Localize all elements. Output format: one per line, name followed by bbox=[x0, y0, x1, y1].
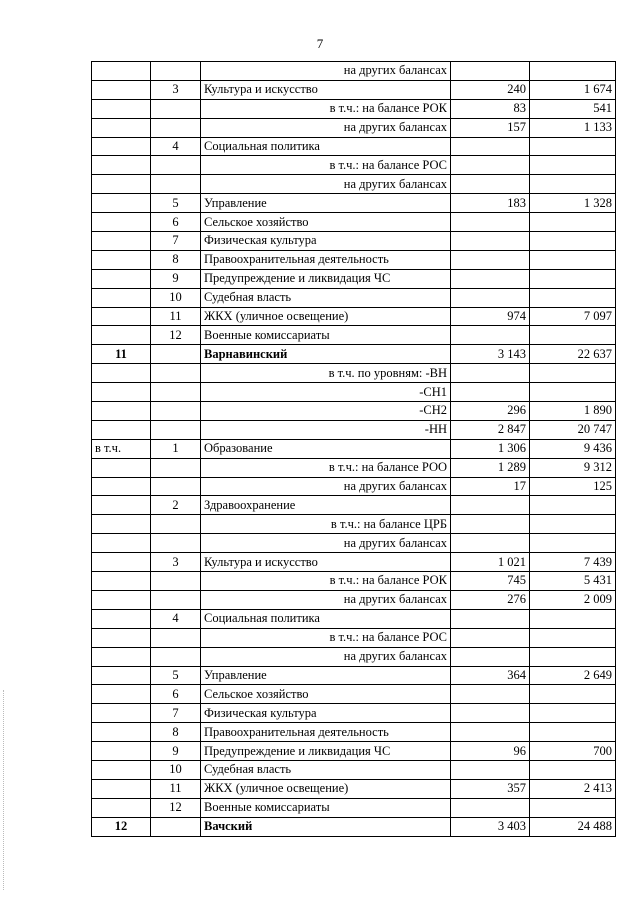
table-row bbox=[92, 307, 616, 326]
table-row bbox=[92, 609, 616, 628]
table-row bbox=[92, 175, 616, 194]
table-row bbox=[92, 723, 616, 742]
row-group-cell bbox=[92, 685, 151, 704]
row-number-cell: 11 bbox=[151, 779, 201, 798]
row-group-cell bbox=[92, 137, 151, 156]
value-1-cell: 1 306 bbox=[451, 439, 530, 458]
value-1-cell: 96 bbox=[451, 742, 530, 761]
value-2-cell: 7 097 bbox=[530, 307, 616, 326]
value-1-cell: 364 bbox=[451, 666, 530, 685]
value-2-cell bbox=[530, 685, 616, 704]
row-group-cell bbox=[92, 288, 151, 307]
value-1-cell bbox=[451, 269, 530, 288]
row-label-cell: Культура и искусство bbox=[201, 80, 451, 99]
row-group-cell bbox=[92, 383, 151, 402]
value-2-cell: 1 133 bbox=[530, 118, 616, 137]
table-row bbox=[92, 420, 616, 439]
value-2-cell bbox=[530, 213, 616, 232]
row-group-cell bbox=[92, 458, 151, 477]
value-1-cell bbox=[451, 175, 530, 194]
table-row bbox=[92, 326, 616, 345]
row-number-cell bbox=[151, 420, 201, 439]
row-group-cell bbox=[92, 175, 151, 194]
row-label-cell: на других балансах bbox=[201, 62, 451, 81]
row-label-cell: Правоохранительная деятельность bbox=[201, 723, 451, 742]
row-number-cell bbox=[151, 572, 201, 591]
table-row bbox=[92, 647, 616, 666]
value-1-cell bbox=[451, 232, 530, 251]
row-number-cell: 5 bbox=[151, 666, 201, 685]
value-2-cell bbox=[530, 175, 616, 194]
table-row bbox=[92, 798, 616, 817]
value-1-cell bbox=[451, 364, 530, 383]
row-group-cell bbox=[92, 515, 151, 534]
row-number-cell bbox=[151, 156, 201, 175]
row-label-cell: в т.ч.: на балансе РОС bbox=[201, 628, 451, 647]
row-group-cell bbox=[92, 250, 151, 269]
value-1-cell bbox=[451, 156, 530, 175]
value-1-cell: 1 021 bbox=[451, 553, 530, 572]
value-1-cell: 974 bbox=[451, 307, 530, 326]
table-row bbox=[92, 288, 616, 307]
value-2-cell bbox=[530, 628, 616, 647]
value-1-cell: 357 bbox=[451, 779, 530, 798]
table-row bbox=[92, 194, 616, 213]
row-group-cell bbox=[92, 534, 151, 553]
row-label-cell: Судебная власть bbox=[201, 288, 451, 307]
table-row bbox=[92, 496, 616, 515]
value-2-cell: 7 439 bbox=[530, 553, 616, 572]
row-label-cell: Физическая культура bbox=[201, 232, 451, 251]
row-group-cell bbox=[92, 420, 151, 439]
table-row bbox=[92, 269, 616, 288]
row-number-cell: 8 bbox=[151, 723, 201, 742]
row-label-cell: Социальная политика bbox=[201, 137, 451, 156]
value-2-cell bbox=[530, 515, 616, 534]
row-number-cell: 12 bbox=[151, 798, 201, 817]
value-2-cell: 2 649 bbox=[530, 666, 616, 685]
value-1-cell: 2 847 bbox=[451, 420, 530, 439]
value-2-cell: 22 637 bbox=[530, 345, 616, 364]
value-1-cell: 240 bbox=[451, 80, 530, 99]
value-2-cell: 125 bbox=[530, 477, 616, 496]
row-number-cell: 11 bbox=[151, 307, 201, 326]
value-2-cell bbox=[530, 288, 616, 307]
row-number-cell bbox=[151, 345, 201, 364]
value-2-cell bbox=[530, 496, 616, 515]
row-group-cell bbox=[92, 760, 151, 779]
row-group-cell bbox=[92, 723, 151, 742]
value-1-cell: 276 bbox=[451, 590, 530, 609]
row-label-cell: Физическая культура bbox=[201, 704, 451, 723]
row-number-cell: 9 bbox=[151, 269, 201, 288]
row-label-cell: -СН2 bbox=[201, 402, 451, 421]
row-group-cell bbox=[92, 213, 151, 232]
row-number-cell: 5 bbox=[151, 194, 201, 213]
region-row bbox=[92, 817, 616, 836]
table-row bbox=[92, 742, 616, 761]
table-row bbox=[92, 439, 616, 458]
row-number-cell bbox=[151, 515, 201, 534]
row-label-cell: ЖКХ (уличное освещение) bbox=[201, 779, 451, 798]
value-2-cell: 9 312 bbox=[530, 458, 616, 477]
row-group-cell bbox=[92, 326, 151, 345]
row-group-cell bbox=[92, 572, 151, 591]
row-group-cell bbox=[92, 590, 151, 609]
row-label-cell: Предупреждение и ликвидация ЧС bbox=[201, 269, 451, 288]
row-group-cell bbox=[92, 496, 151, 515]
value-2-cell: 1 328 bbox=[530, 194, 616, 213]
row-group-cell bbox=[92, 742, 151, 761]
table-row bbox=[92, 666, 616, 685]
value-1-cell: 296 bbox=[451, 402, 530, 421]
row-label-cell: в т.ч.: на балансе РОК bbox=[201, 572, 451, 591]
table-row bbox=[92, 779, 616, 798]
value-1-cell: 157 bbox=[451, 118, 530, 137]
value-2-cell: 2 009 bbox=[530, 590, 616, 609]
row-group-cell bbox=[92, 798, 151, 817]
row-label-cell: ЖКХ (уличное освещение) bbox=[201, 307, 451, 326]
table-row bbox=[92, 458, 616, 477]
row-group-cell bbox=[92, 232, 151, 251]
value-2-cell bbox=[530, 250, 616, 269]
table-row bbox=[92, 402, 616, 421]
row-label-cell: Военные комиссариаты bbox=[201, 326, 451, 345]
row-number-cell: 7 bbox=[151, 232, 201, 251]
table-row bbox=[92, 156, 616, 175]
row-group-cell bbox=[92, 99, 151, 118]
row-number-cell bbox=[151, 99, 201, 118]
value-1-cell: 17 bbox=[451, 477, 530, 496]
value-1-cell bbox=[451, 704, 530, 723]
row-label-cell: Правоохранительная деятельность bbox=[201, 250, 451, 269]
row-label-cell: в т.ч.: на балансе РОК bbox=[201, 99, 451, 118]
row-number-cell: 4 bbox=[151, 137, 201, 156]
row-group-cell bbox=[92, 647, 151, 666]
value-2-cell bbox=[530, 760, 616, 779]
table-row bbox=[92, 364, 616, 383]
value-2-cell bbox=[530, 383, 616, 402]
table-row bbox=[92, 99, 616, 118]
value-2-cell bbox=[530, 723, 616, 742]
value-1-cell bbox=[451, 326, 530, 345]
value-1-cell bbox=[451, 685, 530, 704]
table-row bbox=[92, 250, 616, 269]
row-number-cell bbox=[151, 458, 201, 477]
row-number-cell bbox=[151, 628, 201, 647]
value-2-cell bbox=[530, 326, 616, 345]
row-group-cell bbox=[92, 402, 151, 421]
table-row bbox=[92, 118, 616, 137]
row-number-cell: 9 bbox=[151, 742, 201, 761]
row-number-cell: 10 bbox=[151, 288, 201, 307]
table-row bbox=[92, 383, 616, 402]
value-1-cell: 1 289 bbox=[451, 458, 530, 477]
table-row bbox=[92, 553, 616, 572]
value-2-cell: 1 674 bbox=[530, 80, 616, 99]
table-row bbox=[92, 213, 616, 232]
value-1-cell bbox=[451, 609, 530, 628]
row-group-cell bbox=[92, 628, 151, 647]
row-number-cell bbox=[151, 364, 201, 383]
row-label-cell: Вачский bbox=[201, 817, 451, 836]
row-label-cell: в т.ч.: на балансе РОС bbox=[201, 156, 451, 175]
row-group-cell bbox=[92, 307, 151, 326]
row-label-cell: на других балансах bbox=[201, 118, 451, 137]
scan-edge bbox=[3, 690, 5, 890]
row-label-cell: Социальная политика bbox=[201, 609, 451, 628]
table-row bbox=[92, 704, 616, 723]
value-1-cell bbox=[451, 647, 530, 666]
row-number-cell: 12 bbox=[151, 326, 201, 345]
row-group-cell: 12 bbox=[92, 817, 151, 836]
value-2-cell bbox=[530, 137, 616, 156]
row-group-cell bbox=[92, 194, 151, 213]
row-number-cell bbox=[151, 477, 201, 496]
value-1-cell: 83 bbox=[451, 99, 530, 118]
row-label-cell: в т.ч.: на балансе РОО bbox=[201, 458, 451, 477]
row-label-cell: Варнавинский bbox=[201, 345, 451, 364]
value-1-cell: 3 403 bbox=[451, 817, 530, 836]
value-1-cell bbox=[451, 213, 530, 232]
value-2-cell: 1 890 bbox=[530, 402, 616, 421]
row-label-cell: Культура и искусство bbox=[201, 553, 451, 572]
value-2-cell: 700 bbox=[530, 742, 616, 761]
row-group-cell: в т.ч. bbox=[92, 439, 151, 458]
value-2-cell bbox=[530, 798, 616, 817]
value-1-cell bbox=[451, 798, 530, 817]
row-label-cell: Управление bbox=[201, 194, 451, 213]
table-row bbox=[92, 628, 616, 647]
row-number-cell bbox=[151, 534, 201, 553]
row-label-cell: в т.ч. по уровням: -ВН bbox=[201, 364, 451, 383]
row-group-cell bbox=[92, 477, 151, 496]
value-1-cell: 3 143 bbox=[451, 345, 530, 364]
row-label-cell: Военные комиссариаты bbox=[201, 798, 451, 817]
row-number-cell bbox=[151, 817, 201, 836]
row-group-cell bbox=[92, 269, 151, 288]
row-number-cell: 3 bbox=[151, 553, 201, 572]
row-number-cell bbox=[151, 62, 201, 81]
row-number-cell bbox=[151, 118, 201, 137]
table-row bbox=[92, 80, 616, 99]
value-2-cell bbox=[530, 62, 616, 81]
budget-table bbox=[91, 61, 616, 837]
value-2-cell bbox=[530, 647, 616, 666]
row-number-cell: 7 bbox=[151, 704, 201, 723]
row-number-cell: 3 bbox=[151, 80, 201, 99]
table-body bbox=[92, 62, 616, 837]
row-number-cell: 8 bbox=[151, 250, 201, 269]
row-group-cell bbox=[92, 609, 151, 628]
value-2-cell bbox=[530, 609, 616, 628]
row-label-cell: на других балансах bbox=[201, 590, 451, 609]
value-1-cell bbox=[451, 62, 530, 81]
row-number-cell bbox=[151, 402, 201, 421]
table-row bbox=[92, 515, 616, 534]
row-group-cell bbox=[92, 666, 151, 685]
table-row bbox=[92, 534, 616, 553]
row-number-cell: 4 bbox=[151, 609, 201, 628]
value-2-cell bbox=[530, 364, 616, 383]
row-group-cell bbox=[92, 80, 151, 99]
row-number-cell: 10 bbox=[151, 760, 201, 779]
row-group-cell bbox=[92, 704, 151, 723]
row-label-cell: Образование bbox=[201, 439, 451, 458]
row-label-cell: на других балансах bbox=[201, 647, 451, 666]
row-label-cell: на других балансах bbox=[201, 175, 451, 194]
row-group-cell bbox=[92, 364, 151, 383]
value-1-cell bbox=[451, 723, 530, 742]
row-number-cell bbox=[151, 175, 201, 194]
value-1-cell: 183 bbox=[451, 194, 530, 213]
page-number: 7 bbox=[316, 36, 324, 51]
value-2-cell bbox=[530, 269, 616, 288]
row-group-cell bbox=[92, 62, 151, 81]
row-number-cell bbox=[151, 383, 201, 402]
value-1-cell bbox=[451, 760, 530, 779]
row-group-cell bbox=[92, 553, 151, 572]
value-2-cell bbox=[530, 704, 616, 723]
value-1-cell bbox=[451, 534, 530, 553]
row-number-cell: 6 bbox=[151, 213, 201, 232]
row-group-cell bbox=[92, 118, 151, 137]
value-1-cell bbox=[451, 383, 530, 402]
value-2-cell: 24 488 bbox=[530, 817, 616, 836]
row-label-cell: на других балансах bbox=[201, 477, 451, 496]
row-number-cell: 6 bbox=[151, 685, 201, 704]
value-2-cell: 2 413 bbox=[530, 779, 616, 798]
value-2-cell bbox=[530, 156, 616, 175]
row-label-cell: Сельское хозяйство bbox=[201, 685, 451, 704]
value-1-cell bbox=[451, 250, 530, 269]
row-label-cell: Судебная власть bbox=[201, 760, 451, 779]
table-row bbox=[92, 477, 616, 496]
value-2-cell bbox=[530, 232, 616, 251]
value-1-cell bbox=[451, 496, 530, 515]
table-row bbox=[92, 137, 616, 156]
value-2-cell bbox=[530, 534, 616, 553]
table-row bbox=[92, 572, 616, 591]
row-label-cell: Здравоохранение bbox=[201, 496, 451, 515]
row-number-cell bbox=[151, 590, 201, 609]
row-group-cell bbox=[92, 156, 151, 175]
row-group-cell bbox=[92, 779, 151, 798]
row-label-cell: Сельское хозяйство bbox=[201, 213, 451, 232]
value-1-cell: 745 bbox=[451, 572, 530, 591]
row-number-cell bbox=[151, 647, 201, 666]
value-2-cell: 9 436 bbox=[530, 439, 616, 458]
value-1-cell bbox=[451, 137, 530, 156]
row-number-cell: 1 bbox=[151, 439, 201, 458]
table-row bbox=[92, 232, 616, 251]
row-label-cell: на других балансах bbox=[201, 534, 451, 553]
row-label-cell: Предупреждение и ликвидация ЧС bbox=[201, 742, 451, 761]
value-2-cell: 5 431 bbox=[530, 572, 616, 591]
row-number-cell: 2 bbox=[151, 496, 201, 515]
row-label-cell: Управление bbox=[201, 666, 451, 685]
value-1-cell bbox=[451, 628, 530, 647]
row-group-cell: 11 bbox=[92, 345, 151, 364]
value-2-cell: 541 bbox=[530, 99, 616, 118]
row-label-cell: -НН bbox=[201, 420, 451, 439]
row-label-cell: -СН1 bbox=[201, 383, 451, 402]
table-row bbox=[92, 62, 616, 81]
value-2-cell: 20 747 bbox=[530, 420, 616, 439]
table-row bbox=[92, 760, 616, 779]
value-1-cell bbox=[451, 515, 530, 534]
value-1-cell bbox=[451, 288, 530, 307]
table-row bbox=[92, 685, 616, 704]
row-label-cell: в т.ч.: на балансе ЦРБ bbox=[201, 515, 451, 534]
table-row bbox=[92, 590, 616, 609]
region-row bbox=[92, 345, 616, 364]
